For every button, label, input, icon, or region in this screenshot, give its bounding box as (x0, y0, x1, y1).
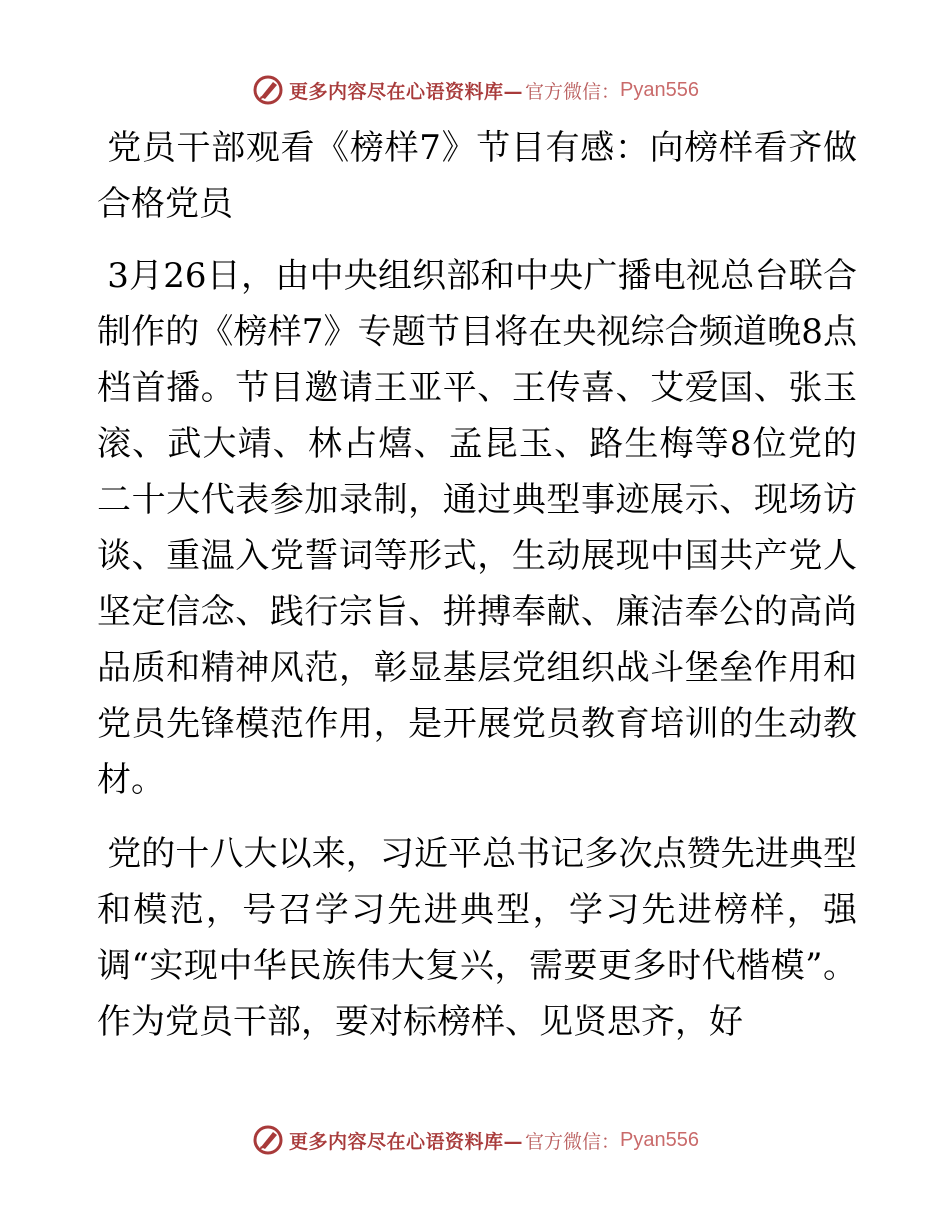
document-body (97, 120, 857, 1068)
pen-nib-circle-icon (251, 73, 285, 107)
paragraph-1: 3月26日，由中央组织部和中央广播电视总台联合制作的《榜样7》专题节目将在央视综合频道晚8点档首播。节目邀请王亚平、王传喜、艾爱国、张玉滚、武大靖、林占熺、孟昆玉、路生梅等8位党的二十大代表参加录制，通过典型事迹展示、现场访谈、重温入党誓词等形式，生动展现中国共产党人坚定信念、践行宗旨、拼搏奉献、廉洁奉公的高尚品质和精神风范，彰显基层党组织战斗堡垒作用和党员先锋模范作用，是开展党员教育培训的生动教材。 (97, 256, 857, 800)
banner-ad-text: 更多内容尽在心语资料库— (289, 80, 524, 103)
paragraph-2: 党的十八大以来，习近平总书记多次点赞先进典型和模范，号召学习先进典型，学习先进榜样，强调“实现中华民族伟大复兴，需要更多时代楷模”。作为党员干部，要对标榜样、见贤思齐，好 (97, 834, 857, 1042)
pen-nib-circle-icon (251, 1123, 285, 1157)
header-banner (0, 72, 950, 108)
banner-wechat-label: 官方微信： (525, 1130, 621, 1153)
banner-wechat-id: Pyan556 (620, 78, 699, 101)
document-title: 党员干部观看《榜样7》节目有感：向榜样看齐做合格党员 (97, 128, 857, 224)
banner-wechat-id: Pyan556 (620, 1128, 699, 1151)
banner-wechat-label: 官方微信： (525, 80, 621, 103)
banner-ad-text: 更多内容尽在心语资料库— (289, 1130, 524, 1153)
footer-banner (0, 1122, 950, 1158)
